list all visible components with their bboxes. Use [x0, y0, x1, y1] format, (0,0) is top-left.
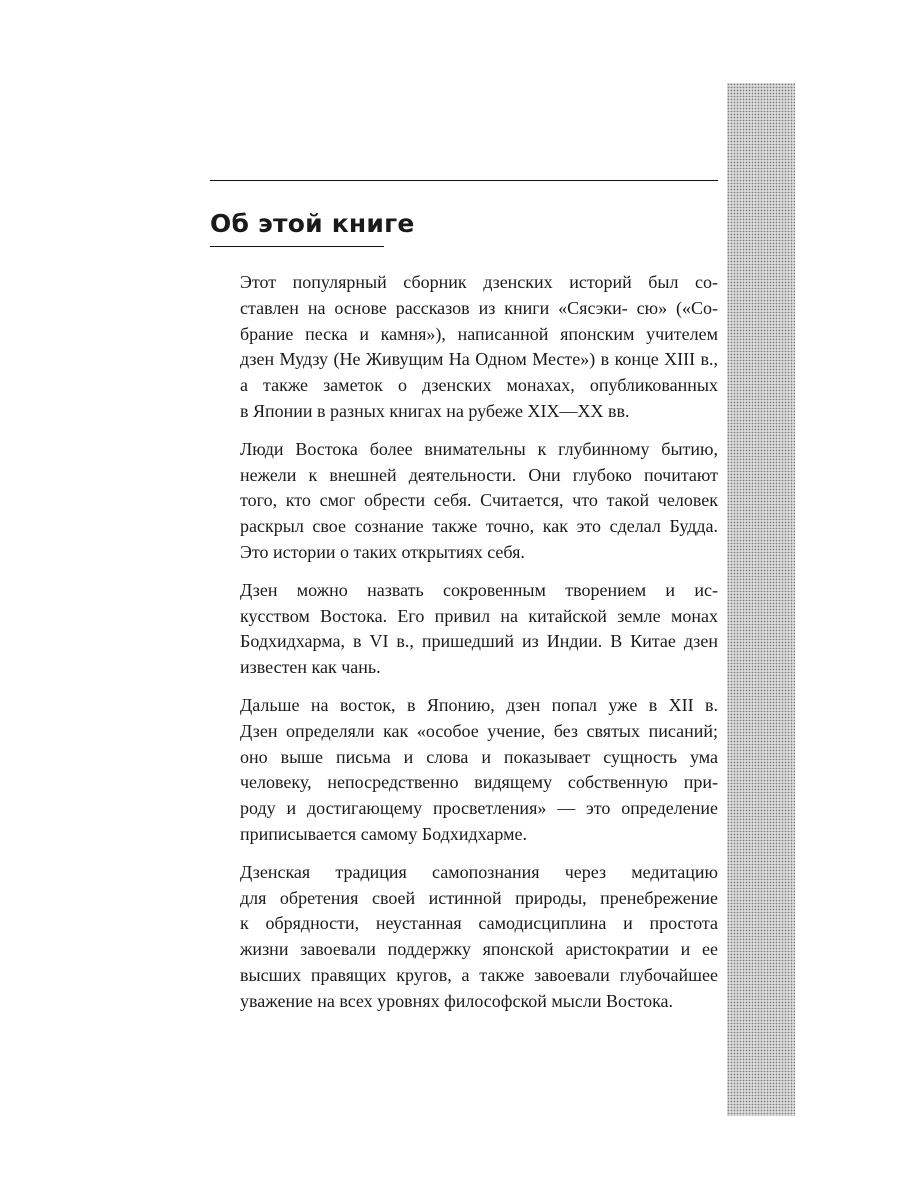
text-line: жизни завоевали поддержку японской аристократии и ее	[240, 939, 718, 960]
text-line: ставлен на основе рассказов из книги «Сясэки- сю» («Со-	[240, 297, 718, 318]
body-text	[211, 270, 718, 1027]
text-line: Дзен определяли как «особое учение, без святых писаний;	[240, 720, 718, 741]
text-line: нежели к внешней деятельности. Они глубоко почитают	[240, 464, 718, 485]
page-edge-tab	[727, 83, 795, 1116]
text-line: в Японии в разных книгах на рубеже XIX—XX вв.	[240, 400, 630, 421]
text-line: а также заметок о дзенских монахах, опубликованных	[240, 375, 718, 396]
text-line: брание песка и камня»), написанной японским учителем	[240, 323, 718, 344]
text-line: к обрядности, неустанная самодисциплина и простота	[240, 913, 718, 934]
text-line: Дзен можно назвать сокровенным творением и ис-	[240, 579, 718, 600]
text-line: Этот популярный сборник дзенских историй был со-	[240, 272, 718, 292]
text-line: высших правящих кругов, а также завоевали глубочайшее	[240, 964, 718, 985]
text-line: раскрыл свое сознание также точно, как это сделал Будда.	[240, 516, 718, 537]
text-line: Люди Востока более внимательны к глубинному бытию,	[240, 438, 718, 459]
text-line: известен как чань.	[240, 657, 381, 678]
text-line: приписывается самому Бодхидхарме.	[240, 823, 527, 844]
text-line: человеку, непосредственно видящему собственную при-	[240, 772, 718, 793]
text-line: того, кто смог обрести себя. Считается, что такой человек	[240, 490, 718, 511]
top-rule	[210, 180, 718, 181]
text-line: кусством Востока. Его привил на китайской земле монах	[240, 605, 718, 626]
text-line: дзен Мудзу (Не Живущим На Одном Месте») в конце XIII в.,	[240, 349, 718, 370]
page-title: Об этой книге	[210, 209, 415, 238]
paragraph	[211, 578, 718, 681]
paragraph	[211, 270, 718, 425]
text-line: оно выше письма и слова и показывает сущность ума	[240, 746, 718, 767]
paragraph	[211, 860, 718, 1015]
paragraph	[211, 693, 718, 848]
title-underline	[210, 246, 384, 247]
text-line: роду и достигающему просветления» — это определение	[240, 798, 718, 819]
text-line: Дальше на восток, в Японию, дзен попал уже в XII в.	[240, 694, 718, 715]
text-line: Это истории о таких открытиях себя.	[240, 541, 525, 562]
paragraph	[211, 437, 718, 566]
text-line: для обретения своей истинной природы, пренебрежение	[240, 887, 718, 908]
text-line: Дзенская традиция самопознания через медитацию	[240, 861, 718, 882]
text-line: уважение на всех уровнях философской мысли Востока.	[240, 990, 674, 1011]
text-line: Бодхидхарма, в VI в., пришедший из Индии. В Китае дзен	[240, 631, 718, 652]
